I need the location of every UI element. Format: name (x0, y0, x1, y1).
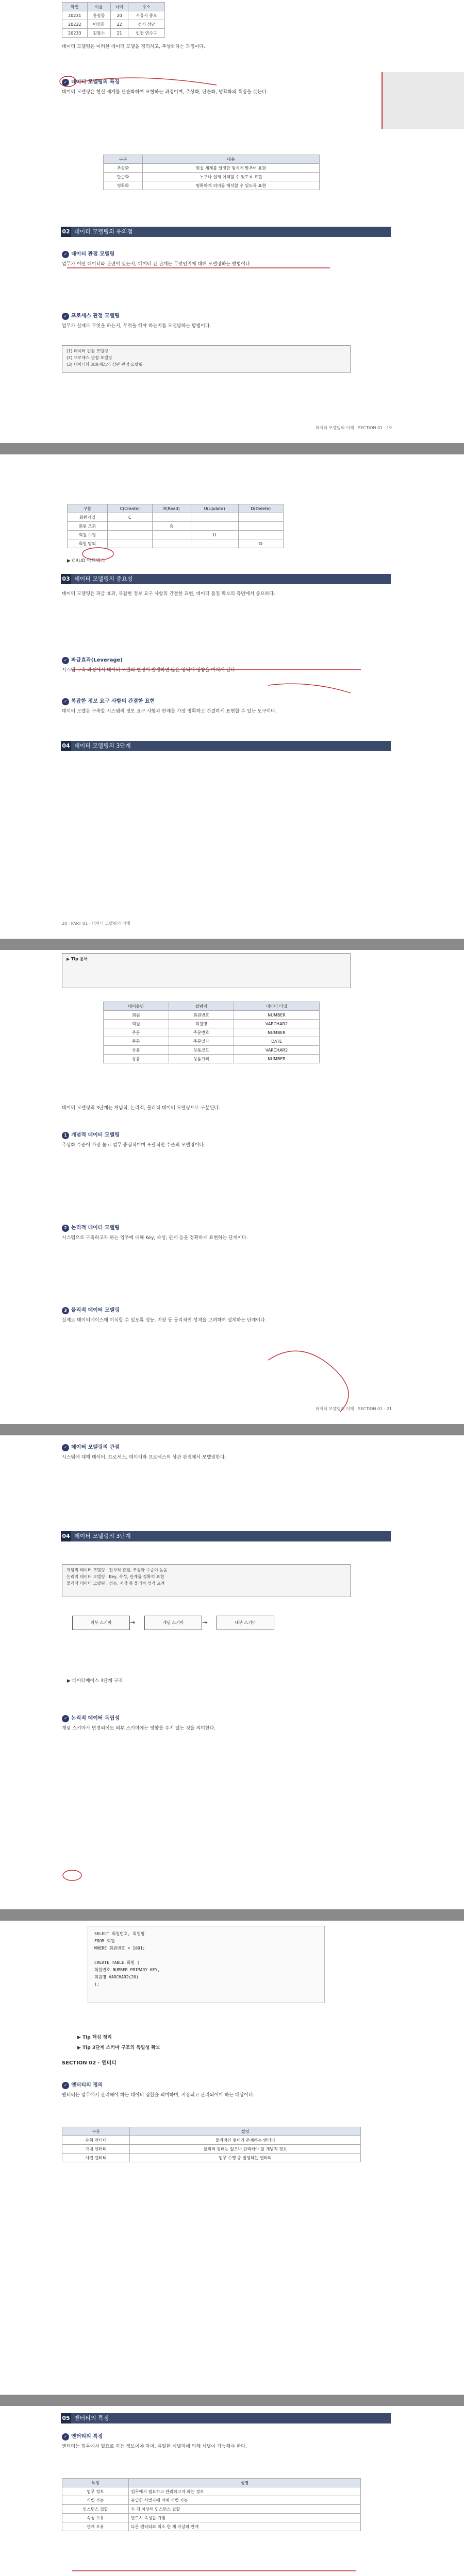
summary-line: 물리적 데이터 모델링 : 성능, 저장 등 물리적 성격 고려 (67, 1581, 165, 1586)
table-cell (152, 513, 191, 522)
section-heading (62, 1714, 120, 1722)
table-row (104, 155, 320, 164)
table-row (62, 2514, 361, 2522)
code-line: CREATE TABLE 회원 ( (94, 1960, 140, 1965)
body-text: 시스템으로 구축하고자 하는 업무에 대해 Key, 속성, 관계 등을 정확하게 표현하는 단계이다. (62, 1235, 248, 1241)
table-cell: NUMBER (234, 1028, 320, 1037)
body-text: 엔터티는 업무에서 필요로 하는 정보여야 하며, 유일한 식별자에 의해 식별이 가능해야 한다. (62, 2444, 247, 2449)
body-text: 업무가 실제로 무엇을 하는지, 무엇을 해야 하는지를 모델링하는 방법이다. (62, 324, 211, 329)
table-cell: 누구나 쉽게 이해할 수 있도록 표현 (142, 173, 319, 181)
table-cell: 두 개 이상의 인스턴스 집합 (129, 2505, 361, 2514)
table-row (62, 2145, 361, 2154)
table-cell: 주문번호 (169, 1028, 234, 1037)
heading-text: 프로세스 관점 모델링 (71, 313, 120, 319)
table-cell (238, 522, 283, 531)
table-cell: DATE (234, 1037, 320, 1046)
table-cell (107, 522, 152, 531)
heading-text: 엔터티의 정의 (71, 2082, 103, 2088)
heading-text: 데이터 모델링의 특징 (71, 79, 120, 85)
bullet-icon: ✓ (62, 657, 69, 664)
table-header: 구분 (68, 504, 108, 513)
code-line: SELECT 회원번호, 회원명 (94, 1931, 145, 1936)
body-text: 추상화 수준이 가장 높고 업무 중심적이며 포괄적인 수준의 모델링이다. (62, 1143, 205, 1148)
heading-text: 파급효과(Leverage) (71, 657, 123, 663)
table-cell: NUMBER (234, 1011, 320, 1020)
section-number: 02 (61, 227, 71, 237)
table-header: C(Create) (107, 504, 152, 513)
table-cell: 주문 (104, 1028, 169, 1037)
table-cell: 업무 수행 중 발생하는 엔터티 (130, 2154, 361, 2162)
heading-text: 논리적 데이터 독립성 (71, 1716, 120, 1721)
table-cell: 상품 (104, 1046, 169, 1055)
bullet-icon: 3 (62, 1307, 69, 1314)
code-line: 회원명 VARCHAR2(20) (94, 1975, 139, 1979)
note-line: (2) 프로세스 관점 모델링 (67, 355, 112, 360)
table-row (104, 164, 320, 173)
table-header: 설명 (129, 2479, 361, 2487)
table-cell: VARCHAR2 (234, 1046, 320, 1055)
section-heading (62, 1223, 120, 1232)
table-cell: 현실 세계를 일정한 형식에 맞추어 표현 (142, 164, 319, 173)
table-row (68, 513, 284, 522)
bullet-icon: ✓ (62, 698, 69, 705)
heading-text: 물리적 데이터 모델링 (71, 1308, 120, 1313)
section-heading (62, 1306, 120, 1314)
diagram-node: 내부 스키마 (217, 1616, 274, 1630)
table-row (62, 2136, 361, 2145)
heading-text: 데이터 관점 모델링 (71, 251, 115, 257)
section-number: 03 (61, 574, 71, 584)
heading-text: 복잡한 정보 요구 사항의 간결한 표현 (71, 699, 155, 704)
table-cell: 반드시 속성을 가짐 (129, 2514, 361, 2522)
table-cell: 경기 성남 (128, 20, 165, 29)
table-row (62, 2496, 361, 2505)
page-4 (0, 1435, 464, 1909)
table-cell: 회원 (104, 1020, 169, 1028)
table-cell: 회원 (104, 1011, 169, 1020)
page-2 (0, 454, 464, 939)
schema-diagram (67, 1611, 284, 1672)
table-cell: 관계 보유 (62, 2522, 129, 2531)
bullet-icon: 1 (62, 1132, 69, 1139)
code-block (88, 1926, 325, 2003)
body-text: 데이터 모델링의 3단계는 개념적, 논리적, 물리적 데이터 모델링으로 구분된다. (62, 1106, 220, 1111)
crud-matrix (67, 504, 284, 548)
section-heading (62, 2080, 103, 2089)
table-cell: 인천 연수구 (128, 29, 165, 38)
entity-type-table (62, 2127, 361, 2162)
note-line: (1) 데이터 관점 모델링 (67, 349, 108, 353)
heading-text: 논리적 데이터 모델링 (71, 1225, 120, 1231)
bullet-icon: ✓ (62, 79, 69, 86)
table-cell: 상품가격 (169, 1055, 234, 1063)
section-title: SECTION 02 · 엔터티 (62, 2060, 117, 2066)
table-cell: 유일한 식별자에 의해 식별 가능 (129, 2496, 361, 2505)
table-cell (152, 531, 191, 539)
table-cell: 물리적 형태는 없으나 관리해야 할 개념적 정보 (130, 2145, 361, 2154)
summary-box (62, 1564, 351, 1597)
table-cell: 회원번호 (169, 1011, 234, 1020)
table-header: 설명 (130, 2127, 361, 2136)
table-header: 컬럼명 (169, 1002, 234, 1011)
section-bar (61, 2413, 391, 2424)
summary-line: 논리적 데이터 모델링 : Key, 속성, 관계를 정확히 표현 (67, 1574, 164, 1579)
feature-table (103, 155, 320, 190)
table-cell: 명확화 (104, 181, 143, 190)
table-row (62, 2479, 361, 2487)
table-row (62, 11, 165, 20)
table-row (62, 2522, 361, 2531)
body-text: 업무가 어떤 데이터와 관련이 있는지, 데이터 간 관계는 무엇인지에 대해 모델링하는 방법이다. (62, 262, 252, 267)
code-line: FROM 회원 (94, 1939, 115, 1943)
table-row (104, 173, 320, 181)
table-header: 테이블명 (104, 1002, 169, 1011)
body-text: 개념 스키마가 변경되어도 외부 스키마에는 영향을 주지 않는 것을 의미한다. (62, 1726, 216, 1731)
table-cell: 추상화 (104, 164, 143, 173)
column-table (103, 1002, 320, 1063)
table-header: 이름 (87, 3, 110, 11)
table-row (104, 1028, 320, 1037)
note-box (62, 345, 351, 373)
table-cell: 물리적인 형태가 존재하는 엔터티 (130, 2136, 361, 2145)
page-3 (0, 950, 464, 1424)
table-row (62, 2487, 361, 2496)
intro-text: 데이터 모델링은 이러한 데이터 모델을 정의하고, 추상화하는 과정이다. (62, 44, 205, 49)
page-separator (0, 939, 464, 950)
top-table (62, 2, 165, 38)
summary-line: 개념적 데이터 모델링 : 전사적 관점, 추상화 수준이 높음 (67, 1568, 168, 1572)
section-heading (62, 1443, 120, 1451)
section-bar (61, 227, 391, 237)
table-cell: 홍길동 (87, 11, 110, 20)
table-cell: 개념 엔터티 (62, 2145, 130, 2154)
bullet-icon: 2 (62, 1225, 69, 1232)
note-line: (3) 데이터와 프로세스의 상관 관점 모델링 (67, 362, 143, 367)
table-cell: 회원 수정 (68, 531, 108, 539)
section-title: 데이터 모델링의 3단계 (74, 1533, 131, 1539)
page-separator (0, 2395, 464, 2406)
page-separator (0, 443, 464, 454)
table-cell (152, 539, 191, 548)
page-5 (0, 1921, 464, 2395)
table-header: 주소 (128, 3, 165, 11)
code-line: ); (94, 1982, 100, 1987)
table-cell: 회원 조회 (68, 522, 108, 531)
body-text: 엔터티는 업무에서 관리해야 하는 데이터 집합을 의미하며, 저장되고 관리되어야 하는 대상이다. (62, 2093, 255, 2098)
section-title: 데이터 모델링의 유의점 (74, 228, 133, 235)
table-cell (191, 513, 238, 522)
table-row (68, 504, 284, 513)
section-bar (61, 574, 391, 584)
diagram-arrow: → (202, 1619, 208, 1626)
section-bar (61, 741, 391, 751)
table-cell: 20 (110, 11, 128, 20)
table-row (104, 181, 320, 190)
code-line: 회원번호 NUMBER PRIMARY KEY, (94, 1968, 160, 1972)
table-cell: R (152, 522, 191, 531)
table-cell: 22 (110, 20, 128, 29)
table-cell: 속성 보유 (62, 2514, 129, 2522)
table-header: 학번 (62, 3, 88, 11)
page-separator (0, 1909, 464, 1921)
table-row (62, 20, 165, 29)
table-cell: VARCHAR2 (234, 1020, 320, 1028)
table-cell: D (238, 539, 283, 548)
diagram-node: 개념 스키마 (144, 1616, 202, 1630)
table-row (62, 2154, 361, 2162)
table-cell: 사건 엔터티 (62, 2154, 130, 2162)
table-cell: 회원 탈퇴 (68, 539, 108, 548)
table-cell: 주문 (104, 1037, 169, 1046)
table-cell: 회원가입 (68, 513, 108, 522)
table-row (104, 1037, 320, 1046)
table-cell: 식별 가능 (62, 2496, 129, 2505)
table-cell: C (107, 513, 152, 522)
body-text: 시스템 구축 과정에서 데이터 모델의 변경이 발생하면 많은 영역에 영향을 미치게 된다. (62, 668, 237, 673)
table-cell (238, 531, 283, 539)
bullet-icon: ✓ (62, 1715, 69, 1722)
table-cell: U (191, 531, 238, 539)
section-heading (62, 77, 120, 86)
page-6 (0, 2406, 464, 2576)
table-cell: 상품 (104, 1055, 169, 1063)
table-header: 구분 (104, 155, 143, 164)
table-row (62, 2127, 361, 2136)
table-header: U(Update) (191, 504, 238, 513)
heading-text: 개념적 데이터 모델링 (71, 1132, 120, 1138)
table-cell: 다른 엔터티와 최소 한 개 이상의 관계 (129, 2522, 361, 2531)
page-footer: 데이터 모델링의 이해 · SECTION 01 · 19 (315, 426, 392, 430)
body-text: 데이터 모델링은 현실 세계를 단순화하여 표현하는 과정이며, 추상화, 단순화, 명확화의 특징을 갖는다. (62, 90, 268, 95)
table-cell: 회원명 (169, 1020, 234, 1028)
section-heading (62, 697, 155, 705)
table-cell: 업무 정보 (62, 2487, 129, 2496)
diagram-node: 외부 스키마 (72, 1616, 130, 1630)
table-row (62, 2505, 361, 2514)
code-line: WHERE 회원번호 = 1001; (94, 1946, 145, 1951)
section-title: 엔터티의 특징 (74, 2415, 109, 2421)
table-row (68, 539, 284, 548)
section-heading (62, 311, 120, 320)
section-heading (62, 2432, 103, 2441)
bullet-icon: ✓ (62, 2433, 69, 2441)
table-header: 데이터 타입 (234, 1002, 320, 1011)
table-row (68, 531, 284, 539)
code-line (94, 1952, 318, 1959)
table-header: 나이 (110, 3, 128, 11)
figure-caption: ▶ 데이터베이스 3단계 구조 (67, 1679, 123, 1684)
table-cell: 유형 엔터티 (62, 2136, 130, 2145)
table-cell: 인스턴스 집합 (62, 2505, 129, 2514)
table-cell: 단순화 (104, 173, 143, 181)
section-number: 04 (61, 741, 71, 751)
table-cell: 김철수 (87, 29, 110, 38)
table-cell: 20232 (62, 20, 88, 29)
table-row (104, 1011, 320, 1020)
table-row (104, 1055, 320, 1063)
bullet-icon: ✓ (62, 2082, 69, 2089)
section-heading (62, 249, 114, 258)
page-1 (0, 0, 464, 443)
heading-text: 엔터티의 특징 (71, 2434, 103, 2439)
table-cell (238, 513, 283, 522)
section-heading (62, 1130, 120, 1139)
page-separator (0, 1424, 464, 1435)
table-row (62, 3, 165, 11)
tip-title: ▶ Tip 용어 (67, 957, 88, 961)
table-cell: 20231 (62, 11, 88, 20)
page-footer: 20 · PART 01 · 데이터 모델링의 이해 (62, 921, 130, 926)
table-row (104, 1046, 320, 1055)
table-header: 구분 (62, 2127, 130, 2136)
table-cell: 주문일자 (169, 1037, 234, 1046)
sidebar-annotation-panel (382, 72, 464, 129)
bullet-icon: ✓ (62, 313, 69, 320)
section-bar (61, 1531, 391, 1541)
section-number: 05 (61, 2413, 71, 2424)
table-row (68, 522, 284, 531)
section-number: 04 (61, 1531, 71, 1541)
table-cell: 업무에서 필요하고 관리하고자 하는 정보 (129, 2487, 361, 2496)
table-header: 내용 (142, 155, 319, 164)
section-title: 데이터 모델링의 중요성 (74, 575, 133, 582)
table-cell: 20233 (62, 29, 88, 38)
table-row (104, 1020, 320, 1028)
bullet-icon: ✓ (62, 251, 69, 258)
table-header: 특징 (62, 2479, 129, 2487)
tip-box (62, 953, 351, 988)
table-cell: 이영희 (87, 20, 110, 29)
figure-caption: ▶ CRUD 매트릭스 (67, 558, 105, 564)
table-cell: 상품코드 (169, 1046, 234, 1055)
table-cell (191, 522, 238, 531)
table-cell: 명확하게 의미를 해석할 수 있도록 표현 (142, 181, 319, 190)
table-cell: 21 (110, 29, 128, 38)
heading-text: 데이터 모델링의 관점 (71, 1445, 120, 1450)
table-header: R(Read) (152, 504, 191, 513)
body-text: 데이터 모델링은 파급 효과, 복잡한 정보 요구 사항의 간결한 표현, 데이터 품질 확보의 측면에서 중요하다. (62, 591, 275, 597)
section-heading (62, 655, 123, 664)
table-cell (107, 531, 152, 539)
table-cell (107, 539, 152, 548)
section-title: 데이터 모델링의 3단계 (74, 742, 131, 749)
table-row (104, 1002, 320, 1011)
tip-line: ▶ Tip 핵심 정리 (77, 2035, 112, 2040)
body-text: 시스템에 대해 데이터, 프로세스, 데이터와 프로세스의 상관 관점에서 모델링한다. (62, 1455, 226, 1460)
page-footer: 데이터 모델링의 이해 · SECTION 01 · 21 (315, 1406, 392, 1411)
tip-line: ▶ Tip 3단계 스키마 구조의 독립성 확보 (77, 2045, 160, 2050)
table-cell: 서울시 종로 (128, 11, 165, 20)
table-header: D(Delete) (238, 504, 283, 513)
body-text: 데이터 모델은 구축할 시스템의 정보 요구 사항과 한계를 가장 명확하고 간결하게 표현할 수 있는 도구이다. (62, 709, 277, 714)
bullet-icon: ✓ (62, 1444, 69, 1451)
entity-feature-table (62, 2478, 361, 2531)
table-cell: NUMBER (234, 1055, 320, 1063)
table-row (62, 29, 165, 38)
diagram-arrow: → (130, 1619, 136, 1626)
body-text: 실제로 데이터베이스에 이식할 수 있도록 성능, 저장 등 물리적인 성격을 고려하여 설계하는 단계이다. (62, 1318, 267, 1323)
table-cell (191, 539, 238, 548)
